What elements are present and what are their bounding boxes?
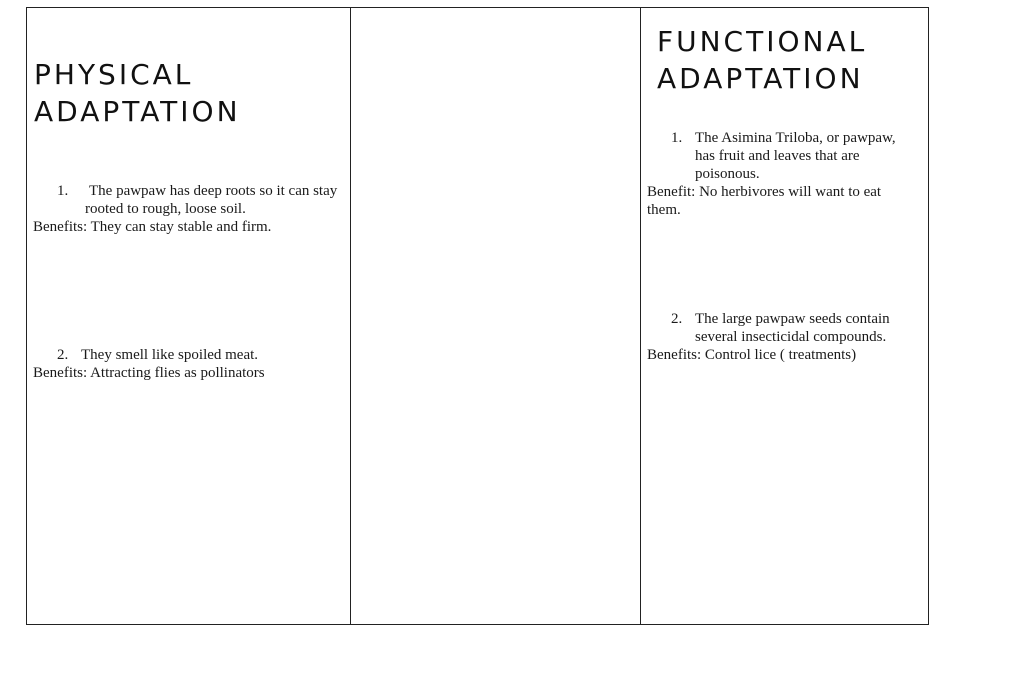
list-item [57, 346, 347, 364]
item-text: The large pawpaw seeds contain several insecticidal compounds. [695, 311, 890, 345]
list-item [671, 129, 911, 183]
item-number: 2. [57, 347, 69, 363]
heading-line-1: physical [34, 48, 194, 94]
heading-line-2: adaptation [657, 52, 864, 98]
item-number: 2. [671, 311, 683, 327]
item-number: 1. [57, 183, 69, 199]
benefit-text: Benefits: Control lice ( treatments) [647, 347, 857, 363]
item-text: They smell like spoiled meat. [81, 347, 259, 363]
item-text: The Asimina Triloba, or pawpaw, has fruit and leaves that are poisonous. [695, 130, 896, 182]
heading-line-2: adaptation [34, 85, 241, 131]
functional-adaptation-heading [657, 15, 868, 98]
middle-panel [351, 8, 641, 624]
heading-line-1: functional [657, 15, 868, 61]
item-text: The pawpaw has deep roots so it can stay rooted to rough, loose soil. [85, 183, 338, 217]
benefit-text: Benefits: Attracting flies as pollinators [33, 365, 265, 381]
right-panel [641, 8, 928, 624]
left-panel [27, 8, 351, 624]
item-number: 1. [671, 130, 683, 146]
brochure-page [26, 7, 929, 625]
benefit-text: Benefit: No herbivores will want to eat them. [647, 184, 882, 218]
benefit-text: Benefits: They can stay stable and firm. [33, 219, 272, 235]
list-item [57, 182, 347, 218]
physical-adaptation-heading [34, 48, 241, 131]
list-item [671, 310, 911, 346]
